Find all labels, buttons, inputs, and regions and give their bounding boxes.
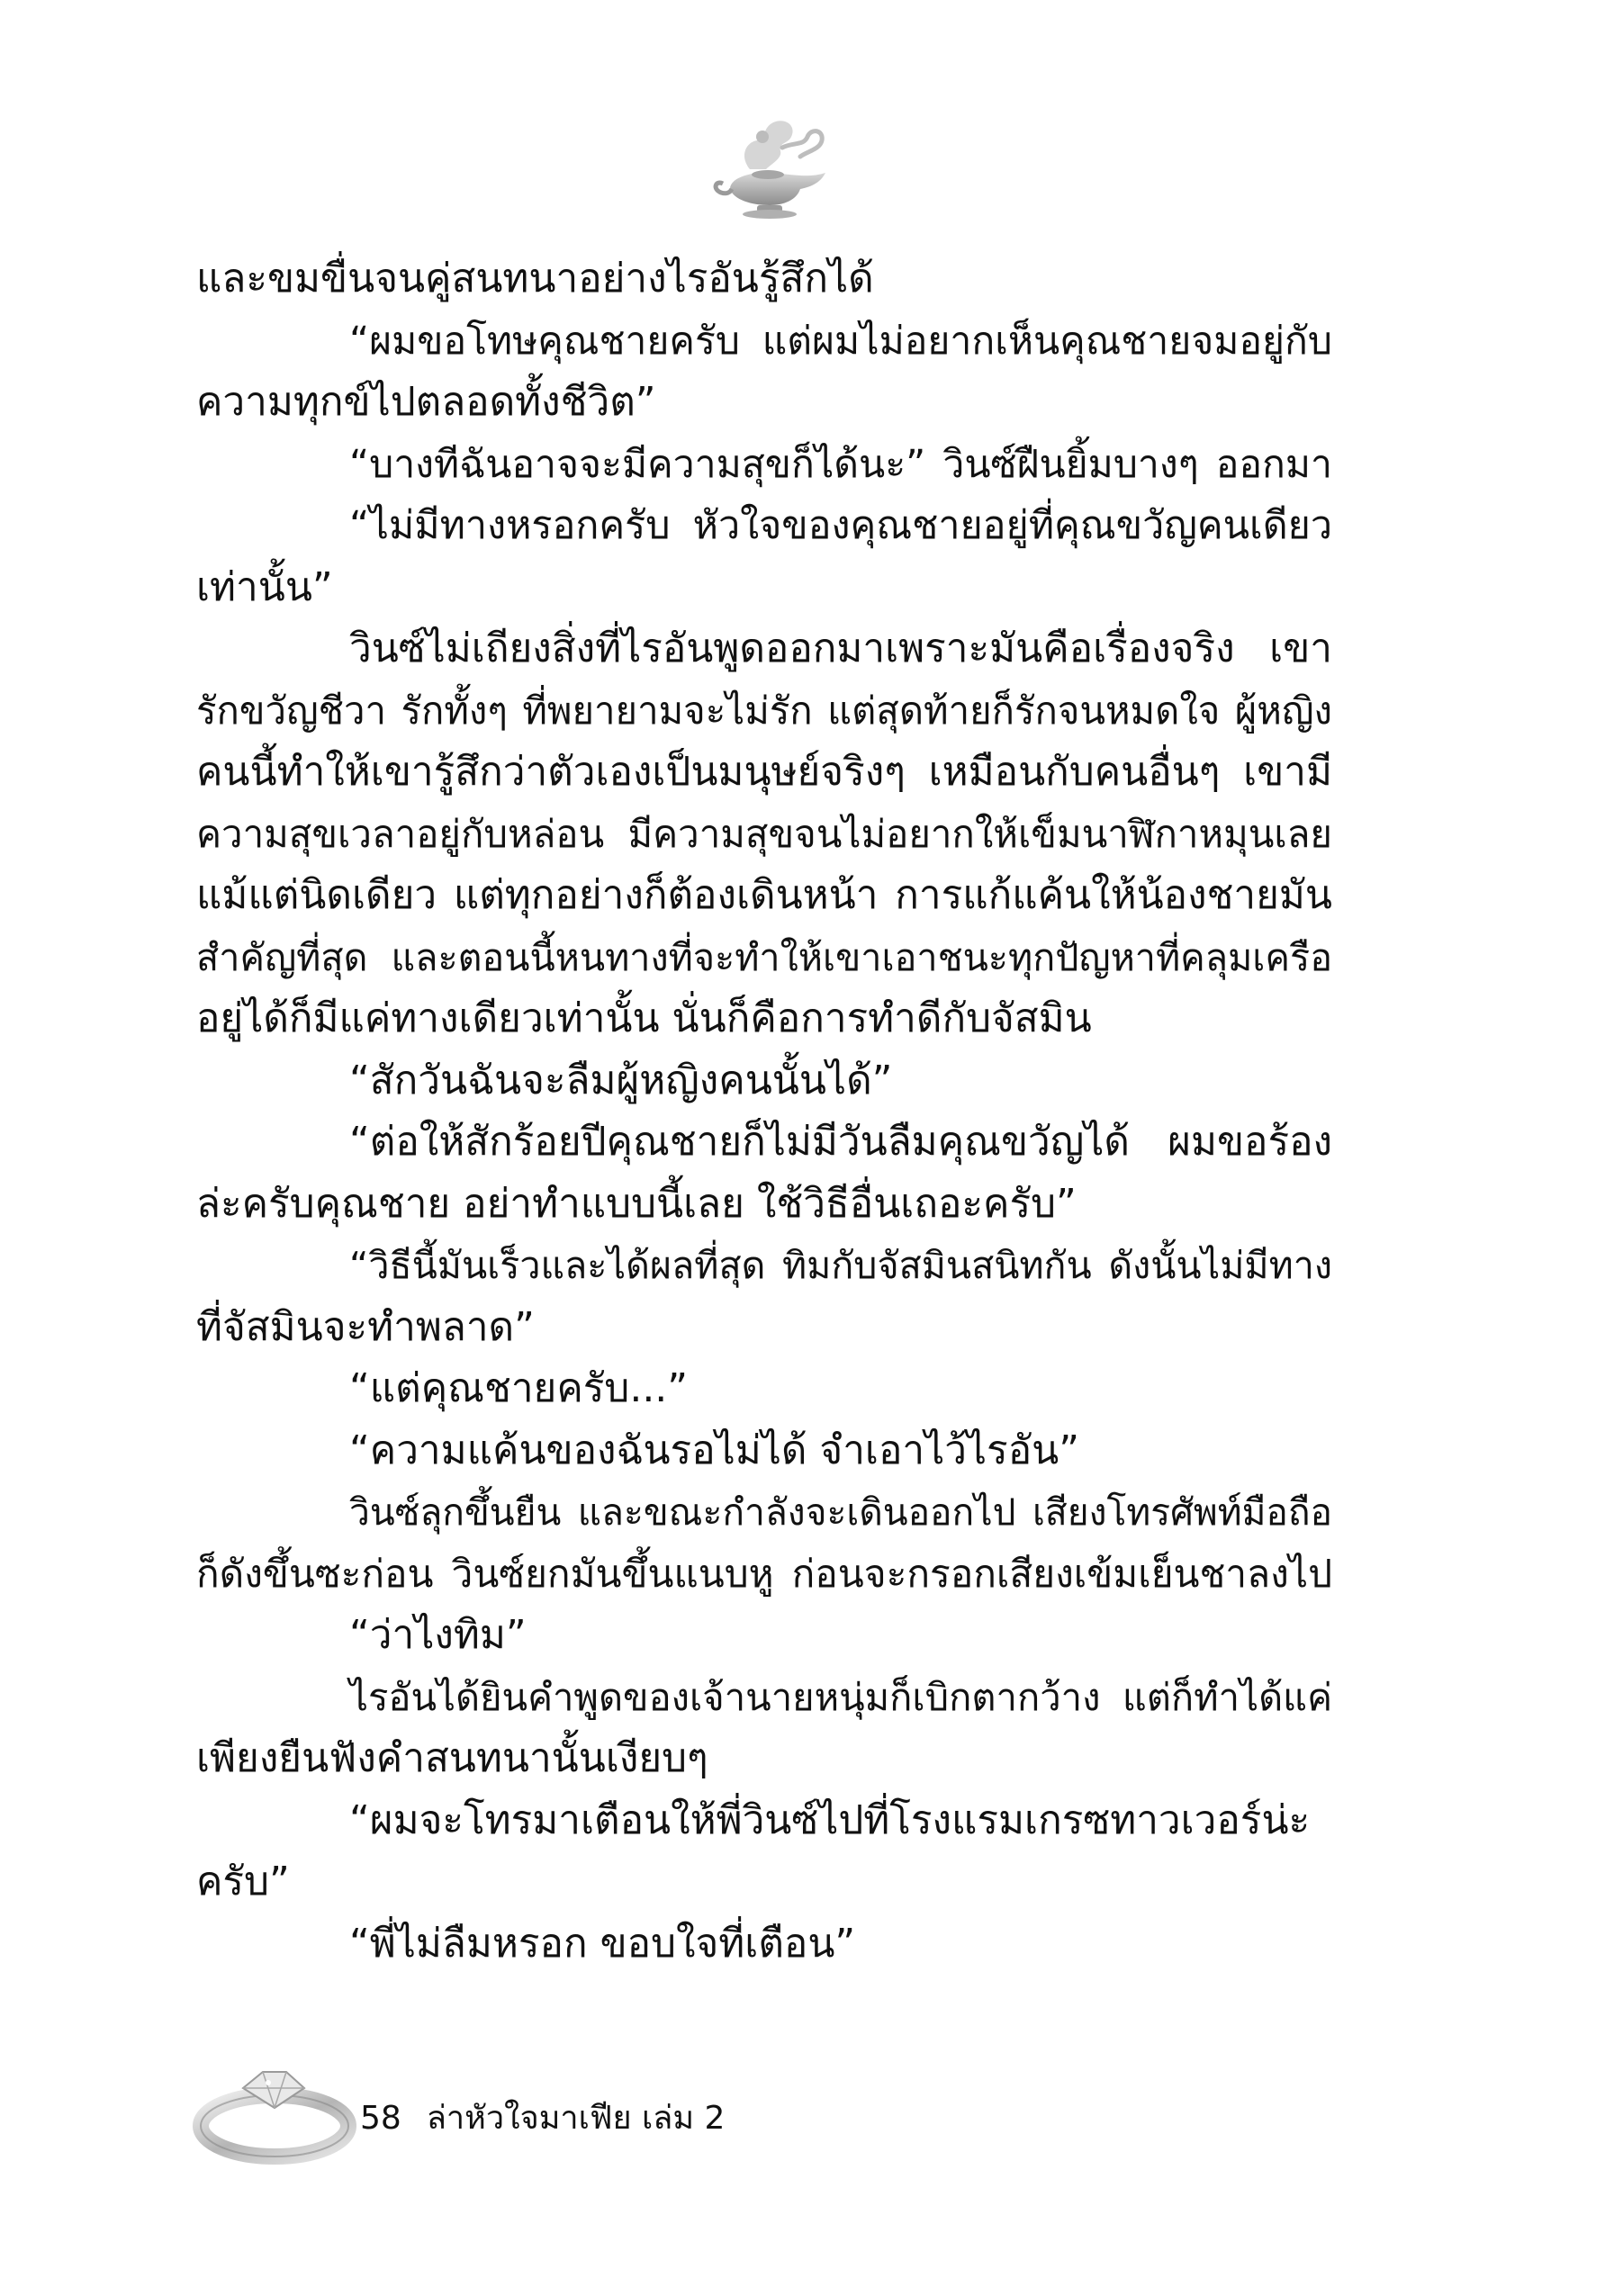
text-line: แม้แต่นิดเดียว แต่ทุกอย่างก็ต้องเดินหน้า การแก้แค้นให้น้องชายมัน [196, 872, 1332, 918]
text-line: และขมขื่นจนคู่สนทนาอย่างไรอันรู้สึกได้ [196, 256, 874, 302]
text-line: “พี่ไม่ลืมหรอก ขอบใจที่เตือน” [349, 1920, 856, 1967]
text-line: “ความแค้นของฉันรอไม่ได้ จำเอาไว้ไรอัน” [349, 1427, 1079, 1473]
text-line: ครับ” [196, 1859, 290, 1904]
text-line: วินซ์ไม่เถียงสิ่งที่ไรอันพูดออกมาเพราะมันคือเรื่องจริง เขา [349, 626, 1332, 671]
text-line: วินซ์ลุกขึ้นยืน และขณะกำลังจะเดินออกไป เสียงโทรศัพท์มือถือ [349, 1490, 1332, 1534]
genie-lamp-icon [703, 106, 838, 223]
text-line: อยู่ได้ก็มีแค่ทางเดียวเท่านั้น นั่นก็คือการทำดีกับจัสมิน [196, 995, 1092, 1041]
text-line: “บางทีฉันอาจจะมีความสุขก็ได้นะ” วินซ์ฝืนยิ้มบางๆ ออกมา [349, 441, 1332, 487]
text-line: ไรอันได้ยินคำพูดของเจ้านายหนุ่มก็เบิกตากว้าง แต่ก็ทำได้แค่ [349, 1674, 1332, 1719]
text-line: ล่ะครับคุณชาย อย่าทำแบบนี้เลย ใช้วิธีอื่นเถอะครับ” [196, 1180, 1077, 1227]
text-line: “สักวันฉันจะลืมผู้หญิงคนนั้นได้” [349, 1057, 893, 1103]
text-line: ที่จัสมินจะทำพลาด” [196, 1303, 535, 1350]
text-line: “แต่คุณชายครับ...” [349, 1365, 689, 1411]
body-text [196, 248, 1332, 1975]
page-number: 58 [360, 2100, 401, 2137]
text-line: “ผมขอโทษคุณชายครับ แต่ผมไม่อยากเห็นคุณชายจมอยู่กับ [349, 318, 1332, 364]
text-line: เพียงยืนฟังคำสนทนานั้นเงียบๆ [196, 1735, 708, 1781]
text-line: “ผมจะโทรมาเตือนให้พี่วินซ์ไปที่โรงแรมเกรซทาวเวอร์น่ะ [349, 1796, 1311, 1843]
text-line: ความทุกข์ไปตลอดทั้งชีวิต” [196, 379, 656, 425]
footer-text [360, 2092, 750, 2143]
text-line: ความสุขเวลาอยู่กับหล่อน มีความสุขจนไม่อยากให้เข็มนาฬิกาหมุนเลย [196, 811, 1332, 856]
text-line: สำคัญที่สุด และตอนนี้หนทางที่จะทำให้เขาเอาชนะทุกปัญหาที่คลุมเครือ [196, 935, 1332, 979]
diamond-ring-icon [189, 2061, 360, 2165]
book-title: ล่าหัวใจมาเฟีย เล่ม 2 [426, 2100, 726, 2137]
text-line: รักขวัญชีวา รักทั้งๆ ที่พยายามจะไม่รัก แต่สุดท้ายก็รักจนหมดใจ ผู้หญิง [196, 688, 1332, 733]
page-footer [189, 2061, 819, 2169]
text-line: “วิธีนี้มันเร็วและได้ผลที่สุด ทิมกับจัสมินสนิทกัน ดังนั้นไม่มีทาง [349, 1244, 1332, 1287]
text-line: คนนี้ทำให้เขารู้สึกว่าตัวเองเป็นมนุษย์จริงๆ เหมือนกับคนอื่นๆ เขามี [196, 749, 1332, 795]
text-line: “ว่าไงทิม” [349, 1612, 527, 1658]
text-line: “ต่อให้สักร้อยปีคุณชายก็ไม่มีวันลืมคุณขวัญได้ ผมขอร้อง [349, 1119, 1332, 1165]
text-line: ก็ดังขึ้นซะก่อน วินซ์ยกมันขึ้นแนบหู ก่อนจะกรอกเสียงเข้มเย็นชาลงไป [196, 1551, 1332, 1596]
text-line: เท่านั้น” [196, 563, 333, 610]
text-line: “ไม่มีทางหรอกครับ หัวใจของคุณชายอยู่ที่คุณขวัญคนเดียว [349, 503, 1332, 548]
